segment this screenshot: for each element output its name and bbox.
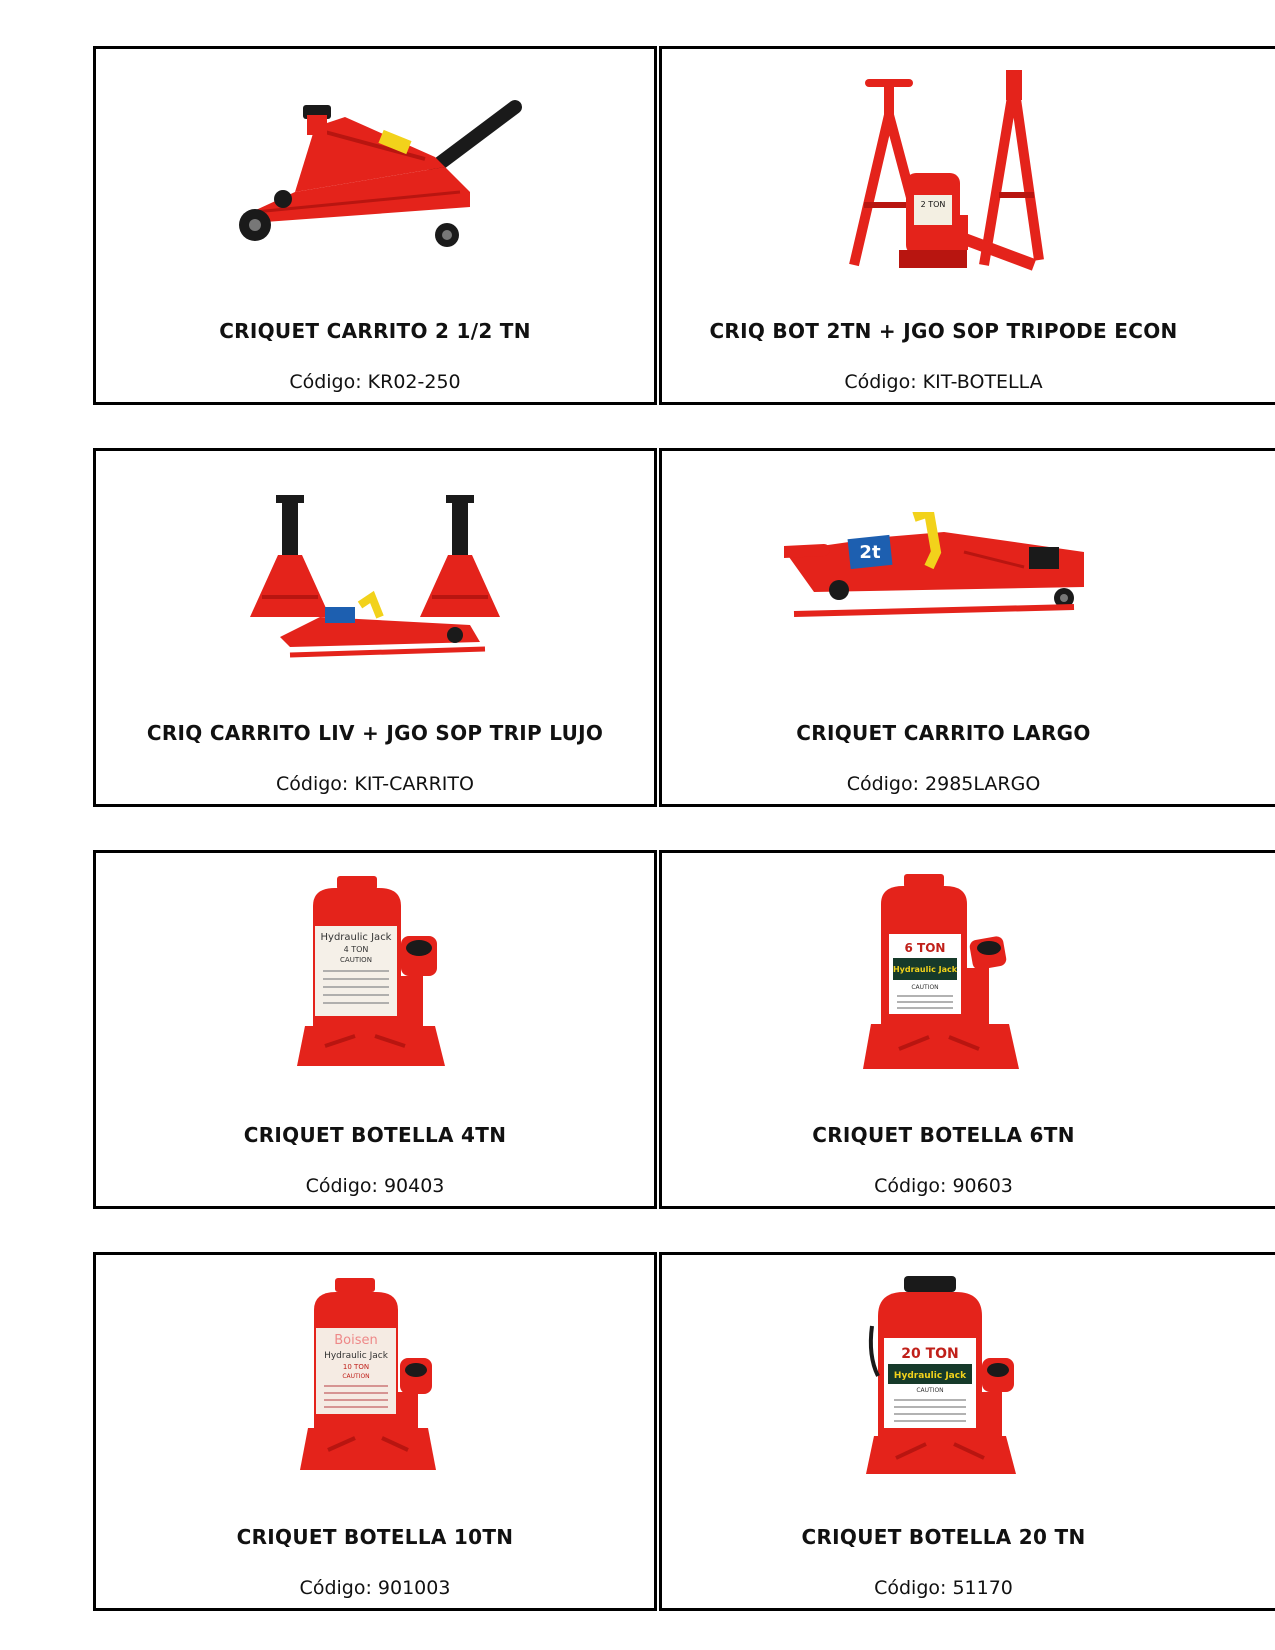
jack-label-text: CAUTION [340, 956, 372, 964]
jack-label-text: 20 TON [900, 1345, 959, 1362]
product-code: Código: KIT-BOTELLA [844, 371, 1043, 393]
product-title: CRIQUET CARRITO 2 1/2 TN [219, 319, 531, 343]
bottle-jack-20tn-image [662, 1263, 1225, 1493]
product-code: Código: 90603 [874, 1175, 1013, 1197]
product-title: CRIQUET BOTELLA 6TN [812, 1123, 1075, 1147]
product-title: CRIQ BOT 2TN + JGO SOP TRIPODE ECON [709, 319, 1178, 343]
long-floor-jack-image [662, 459, 1225, 689]
jack-label-text: Hydraulic Jack [892, 964, 957, 974]
product-title: CRIQ CARRITO LIV + JGO SOP TRIP LUJO [146, 721, 604, 745]
product-title: CRIQUET BOTELLA 10TN [236, 1525, 514, 1549]
floor-jack-with-stands-image [96, 459, 654, 689]
bottle-jack-with-stands-image [662, 57, 1225, 287]
product-row [93, 46, 1275, 405]
product-card[interactable] [93, 46, 657, 405]
product-card[interactable] [93, 1252, 657, 1611]
product-row [93, 448, 1275, 807]
bottle-jack-10tn-image [96, 1263, 654, 1493]
jack-label-text: 10 TON [342, 1363, 370, 1371]
product-card[interactable] [659, 448, 1275, 807]
product-card[interactable] [659, 850, 1275, 1209]
product-code: Código: KR02-250 [289, 371, 461, 393]
bottle-jack-4tn-image [96, 861, 654, 1091]
product-title: CRIQUET BOTELLA 4TN [243, 1123, 507, 1147]
jack-label-text: 4 TON [343, 945, 369, 954]
product-code: Código: 51170 [874, 1577, 1013, 1599]
svg-text:2 TON: 2 TON [920, 199, 945, 209]
product-card[interactable] [659, 46, 1275, 405]
jack-label-text: Hydraulic Jack [893, 1370, 966, 1381]
product-card[interactable] [93, 448, 657, 807]
product-code: Código: 90403 [305, 1175, 445, 1197]
jack-label-text: Boisen [334, 1333, 378, 1348]
svg-text:2t: 2t [858, 541, 881, 563]
product-code: Código: KIT-CARRITO [276, 773, 474, 795]
floor-jack-image [96, 57, 654, 287]
jack-label-text: 6 TON [904, 940, 945, 955]
product-title: CRIQUET CARRITO LARGO [796, 721, 1091, 745]
jack-label-text: CAUTION [915, 1386, 944, 1394]
product-code: Código: 2985LARGO [846, 773, 1041, 795]
product-code: Código: 901003 [299, 1577, 451, 1599]
product-card[interactable] [93, 850, 657, 1209]
jack-label-text: CAUTION [910, 983, 939, 991]
bottle-jack-6tn-image [662, 861, 1225, 1091]
jack-label-text: CAUTION [342, 1373, 370, 1380]
jack-label-text: Hydraulic Jack [320, 932, 392, 943]
product-card[interactable] [659, 1252, 1275, 1611]
product-title: CRIQUET BOTELLA 20 TN [801, 1525, 1086, 1549]
product-row [93, 1252, 1275, 1611]
jack-label-text: Hydraulic Jack [324, 1351, 388, 1361]
product-row [93, 850, 1275, 1209]
